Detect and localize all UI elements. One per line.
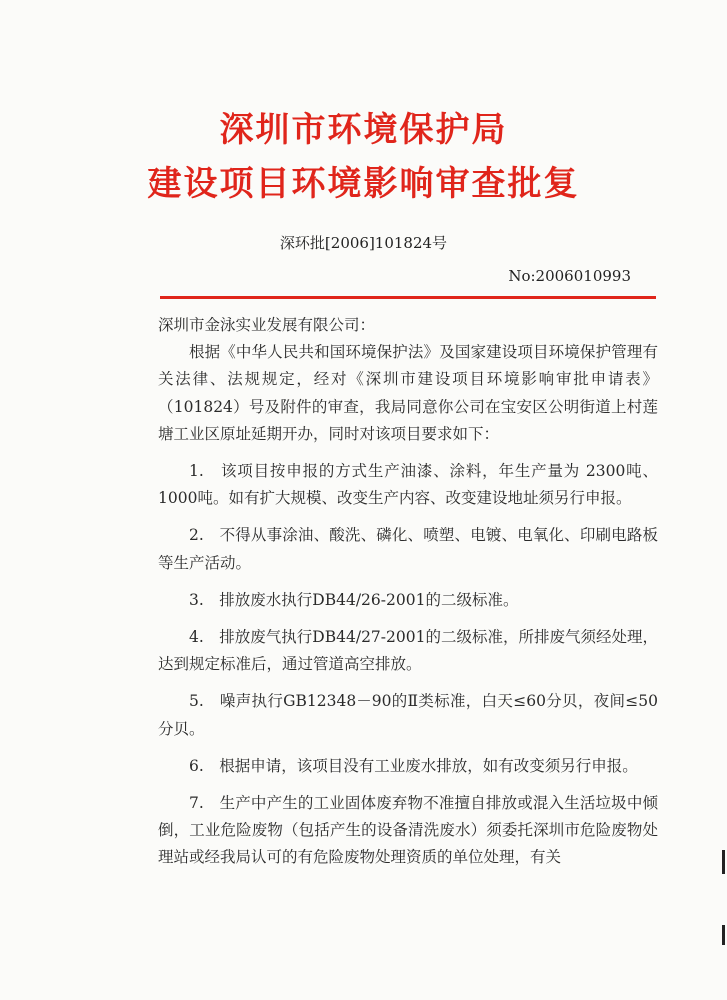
addressee: 深圳市金泳实业发展有限公司：	[158, 316, 376, 334]
requirement-item-2: 2. 不得从事涂油、酸洗、磷化、喷塑、电镀、电氧化、印刷电路板等生产活动。	[158, 526, 658, 572]
requirement-item-7: 7. 生产中产生的工业固体废弃物不准擅自排放或混入生活垃圾中倾倒，工业危险废物（包括产生的设备清洗废水）须委托深圳市危险废物处理站或经我局认可的有危险废物处理资质的单位处理，有关	[158, 794, 658, 867]
scan-edge-mark	[722, 925, 725, 945]
requirement-item-4: 4. 排放废气执行DB44/27-2001的二级标准，所排废气须经处理，达到规定标准后，通过管道高空排放。	[158, 628, 658, 674]
requirement-item-1: 1. 该项目按申报的方式生产油漆、涂料，年生产量为 2300吨、1000吨。如有扩大规模、改变生产内容、改变建设地址须另行申报。	[158, 462, 658, 508]
intro-paragraph: 根据《中华人民共和国环境保护法》及国家建设项目环境保护管理有关法律、法规规定，经对《深圳市建设项目环境影响审批申请表》（101824）号及附件的审查，我局同意你公司在宝安区公明街道上村莲塘工业区原址延期开办，同时对该项目要求如下：	[158, 343, 658, 443]
title-line-2: 建设项目环境影响审查批复	[147, 164, 580, 204]
document-body	[158, 312, 658, 872]
title-line-1: 深圳市环境保护局	[219, 110, 508, 150]
requirement-item-6: 6. 根据申请，该项目没有工业废水排放，如有改变须另行申报。	[189, 756, 638, 775]
requirement-item-3: 3. 排放废水执行DB44/26-2001的二级标准。	[189, 590, 519, 609]
red-divider-line	[160, 296, 656, 299]
scan-edge-mark	[722, 850, 725, 874]
requirement-item-5: 5. 噪声执行GB12348－90的Ⅱ类标准，白天≤60分贝，夜间≤50分贝。	[158, 692, 658, 738]
serial-number: No:2006010993	[508, 267, 631, 285]
document-number: 深环批[2006]101824号	[279, 234, 448, 252]
